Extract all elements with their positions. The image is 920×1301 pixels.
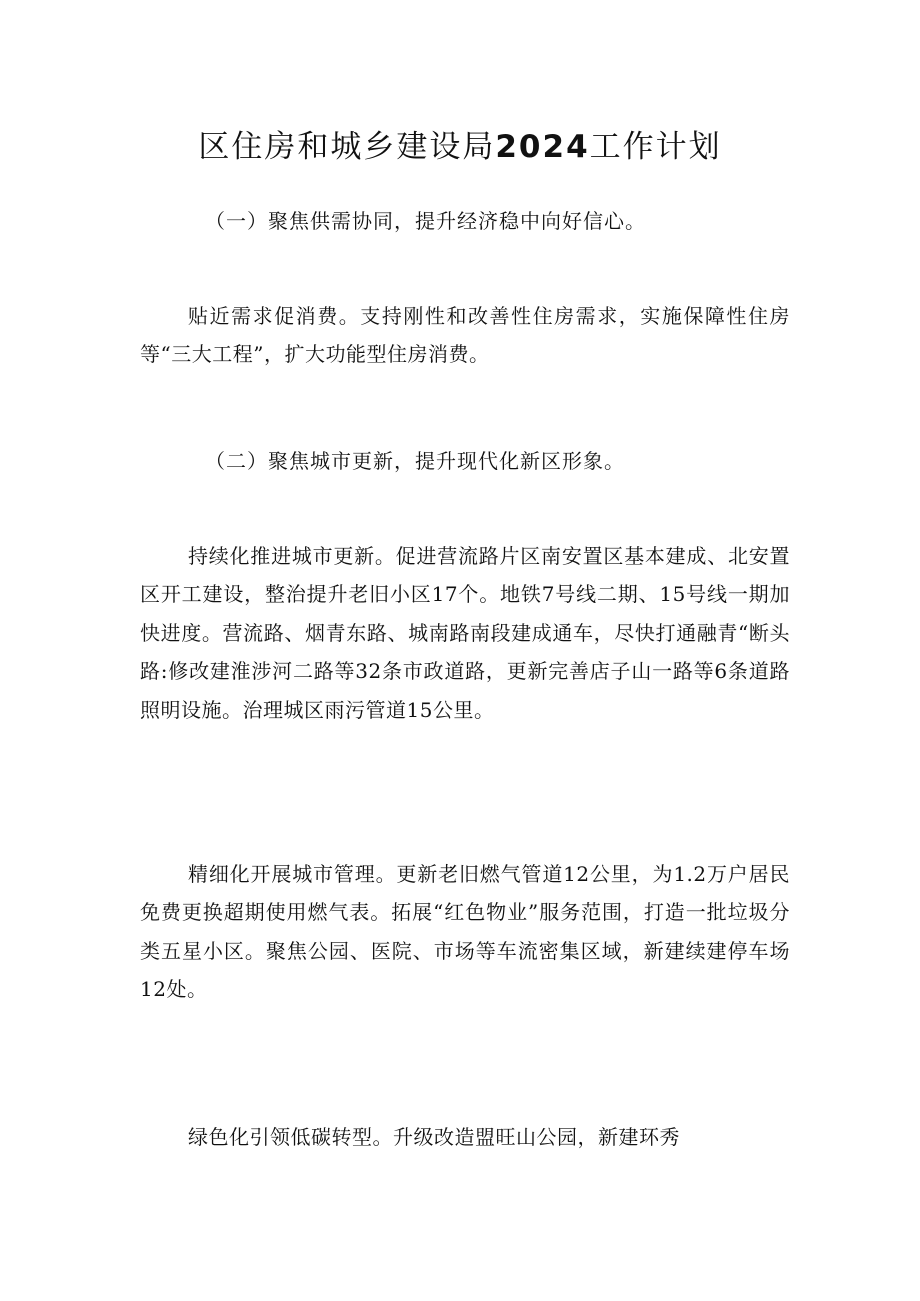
section-2-heading: （二）聚焦城市更新，提升现代化新区形象。 (205, 449, 625, 473)
document-title (0, 122, 920, 172)
section-2-paragraph-city-management: 精细化开展城市管理。更新老旧燃气管道12公里，为1.2万户居民免费更换超期使用燃气表。拓展“红色物业”服务范围，打造一批垃圾分类五星小区。聚焦公园、医院、市场等车流密集区域，新建续建停车场12处。 (140, 862, 790, 1002)
title-prefix: 区住房和城乡建设局 (198, 129, 496, 165)
section-2-paragraph-urban-renewal: 持续化推进城市更新。促进营流路片区南安置区基本建成、北安置区开工建设，整治提升老旧小区17个。地铁7号线二期、15号线一期加快进度。营流路、烟青东路、城南路南段建成通车，尽快打通融青“断头路:修改建淮涉河二路等32条市政道路，更新完善店子山一路等6条道路照明设施。治理城区雨污管道15公里。 (140, 544, 790, 722)
section-1-heading: （一）聚焦供需协同，提升经济稳中向好信心。 (205, 209, 646, 233)
title-suffix: 工作计划 (589, 129, 722, 165)
section-2-paragraph-green-transition: 绿色化引领低碳转型。升级改造盟旺山公园，新建环秀 (188, 1125, 680, 1149)
title-year: 2024 (495, 129, 590, 165)
section-1-paragraph: 贴近需求促消费。支持刚性和改善性住房需求，实施保障性住房等“三大工程”，扩大功能型住房消费。 (140, 304, 790, 367)
